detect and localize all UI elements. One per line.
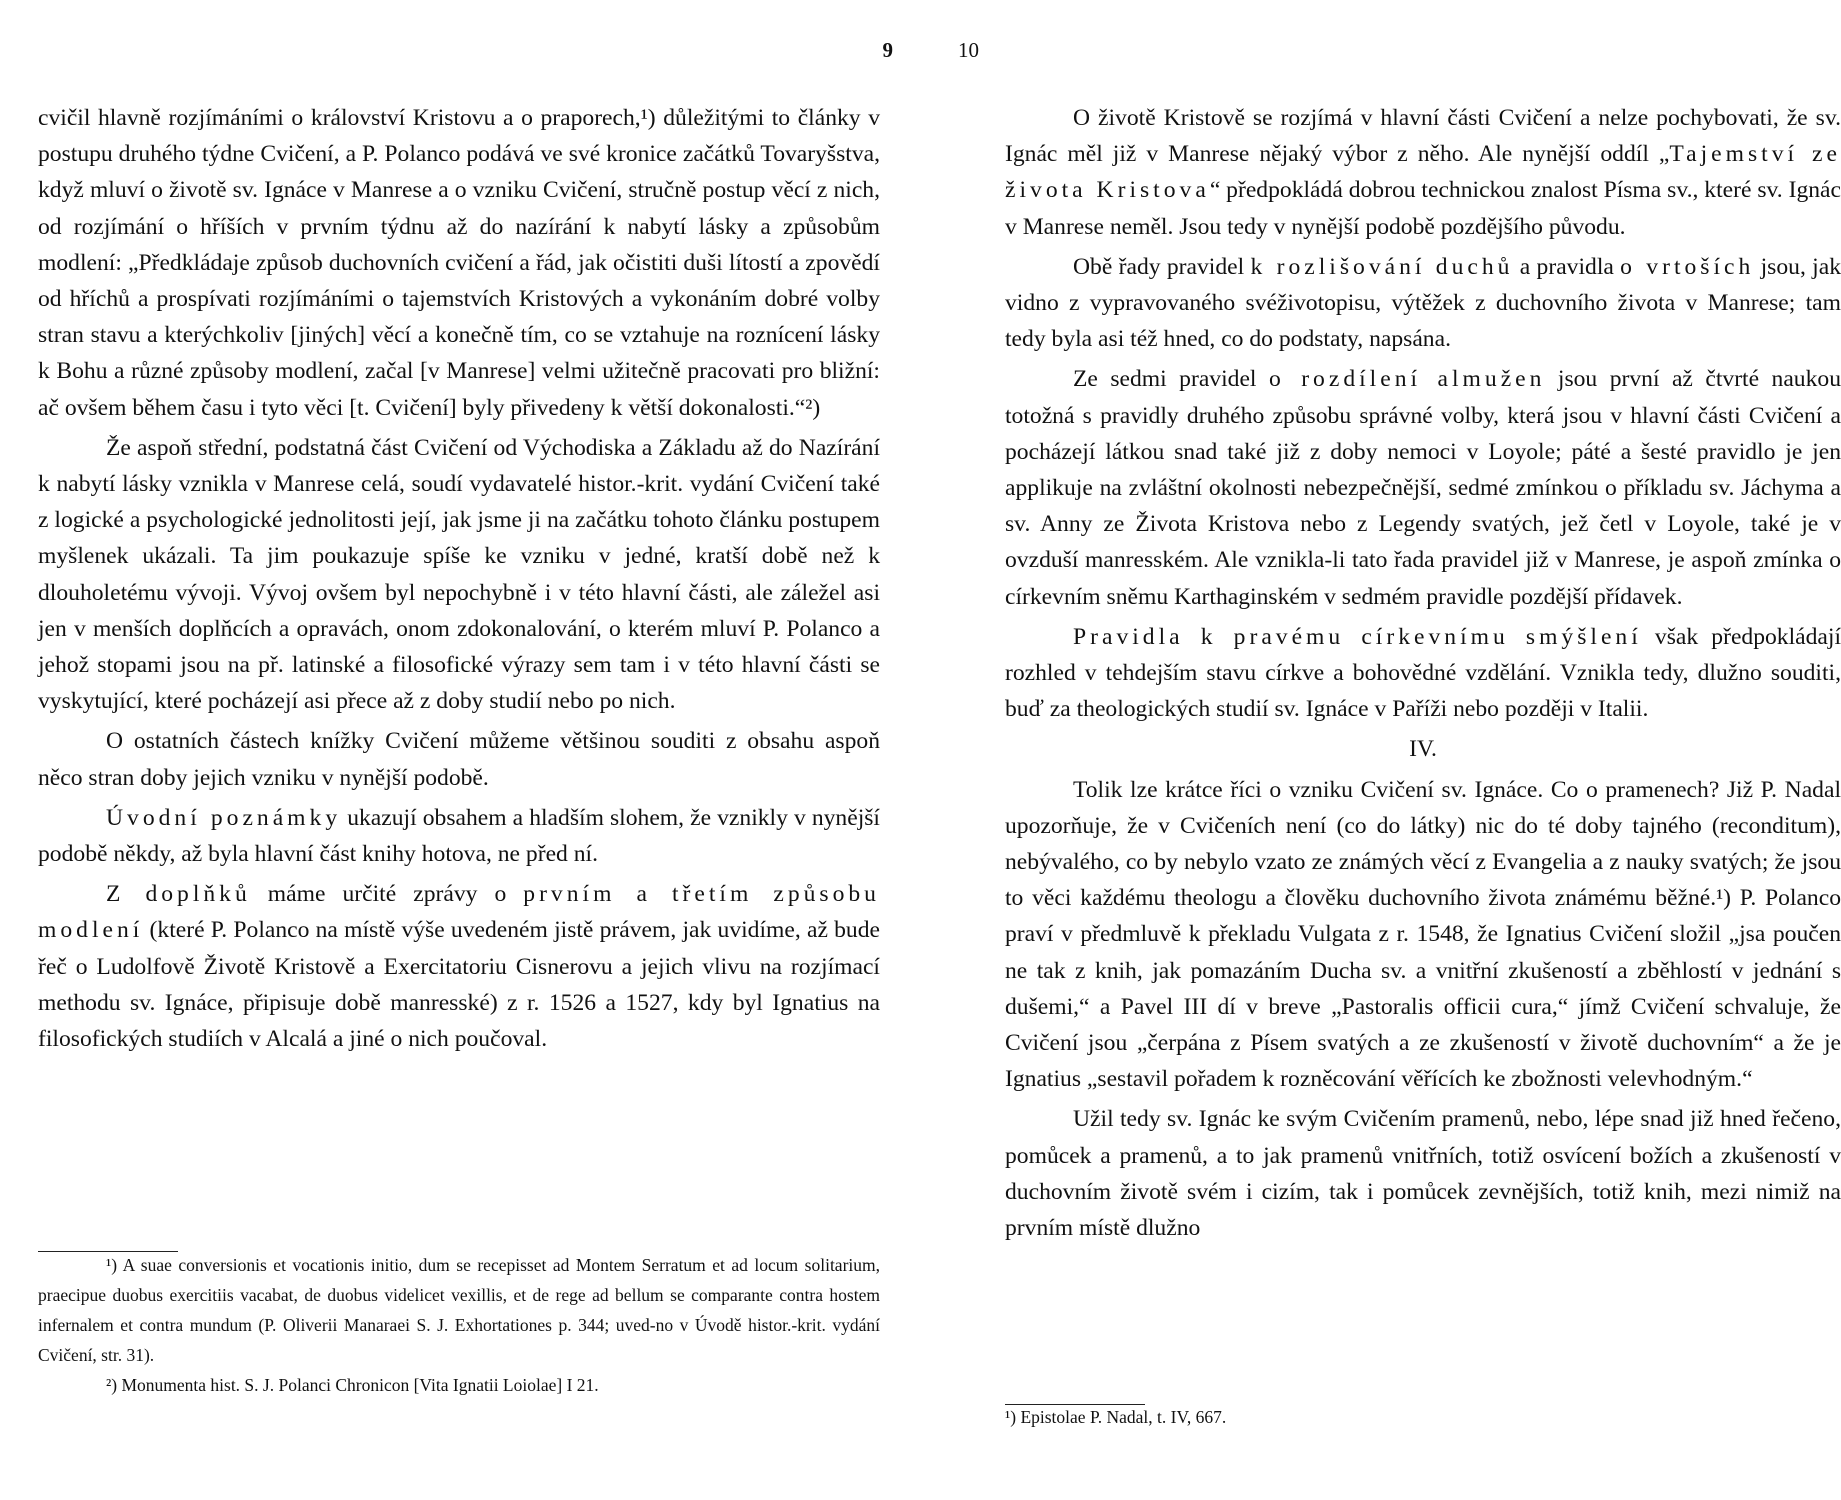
left-page [0, 0, 913, 1500]
paragraph: Že aspoň střední, podstatná část Cvičení od Východiska a Základu až do Nazírání k nabytí lásky vznikla v Manrese celá, soudí vydavatelé histor.-krit. vydání Cvičení také z logické a psychologické jednolitosti její, jak jsme ji na začátku tohoto článku postupem myšlenek ukázali. Ta jim poukazuje spíše ke vzniku v jedné, kratší době než k dlouholetému vývoji. Vývoj ovšem byl nepochybně i v této hlavní části, ale záležel asi jen v menších doplňcích a opravách, onom zdokonalování, o kterém mluví P. Polanco a jehož stopami jsou na př. latinské a filosofické výrazy sem tam i v této hlavní části se vyskytující, které pocházejí asi přece až z doby studií nebo po nich. [38, 434, 880, 715]
footnotes [1005, 1402, 1841, 1432]
spaced-heading: o rozdílení almužen [1268, 366, 1546, 393]
paragraph-text: však předpokládají rozhled v tehdejším stavu církve a bohovědné vzdělání. Vznikla tedy, dlužno souditi, buď za theologických studií sv. Ignáce v Paříži nebo později v Italii. [1005, 623, 1841, 723]
spaced-heading: prvním a třetím způsobu modlení [38, 881, 880, 944]
spaced-heading: o vrtoších [1620, 253, 1755, 280]
spaced-heading: Tajemství ze života Kristova [1005, 141, 1841, 204]
spaced-heading: Úvodní poznámky [106, 804, 342, 831]
right-page [913, 0, 1841, 1500]
page-body [38, 100, 880, 1061]
paragraph-text: máme určité zprávy o [250, 881, 524, 908]
footnote: ¹) A suae conversionis et vocationis initio, dum se recepisset ad Montem Serratum et ad locum solitarium, praecipue duobus exercitiis vacabat, de duobus videlicet vexillis, et de rege ad bellum se comparante contra hostem infernalem et contra mundum (P. Oliverii Manaraei S. J. Exhortationes p. 344; uved-no v Úvodě histor.-krit. vydání Cvičení, str. 31). [38, 1255, 880, 1365]
paragraph-text: O životě Kristově se rozjímá v hlavní části Cvičení a nelze pochybovati, že sv. Ignác měl již v Manrese nějaký výbor z něho. Ale nynější oddíl „ [1005, 105, 1841, 168]
paragraph-text: Obě řady pravidel [1073, 253, 1251, 280]
paragraph-text: jsou, jak vidno z vypravovaného svéživotopisu, výtěžek z duchovního života v Manrese; tam tedy byla asi též hned, co do podstaty, napsána. [1005, 253, 1841, 353]
paragraph: cvičil hlavně rozjímáními o království Kristovu a o praporech,¹) důležitými to články v postupu druhého týdne Cvičení, a P. Polanco podává ve své kronice začátků Tovaryšstva, když mluví o životě sv. Ignáce v Manrese a o vzniku Cvičení, stručně postup věcí z nich, od rozjímání o hříších v prvním týdnu až do nazírání k nabytí lásky a způsobům modlení: „Předkládaje způsob duchovních cvičení a řád, jak očistiti duši lítostí a zpovědí od hříchů a prospívati rozjímáními o tajemstvích Kristových a vykonáním dobré volby stran stavu a kterýchkoliv [jiných] věcí a konečně tím, co se vztahuje na roznícení lásky k Bohu a různé způsoby modlení, začal [v Manrese] velmi užitečně pracovati pro bližní: ač ovšem během času i tyto věci [t. Cvičení] byly přivedeny k větší dokonalosti.“²) [38, 105, 880, 421]
footnote: ¹) Epistolae P. Nadal, t. IV, 667. [1005, 1407, 1227, 1427]
footnote: ²) Monumenta hist. S. J. Polanci Chronicon [Vita Ignatii Loiolae] I 21. [106, 1375, 599, 1395]
spaced-heading: Pravidla k pravému církevnímu smýšlení [1073, 623, 1642, 650]
paragraph: Tolik lze krátce říci o vzniku Cvičení sv. Ignáce. Co o pramenech? Již P. Nadal upozorňuje, že v Cvičeních není (co do látky) nic do té doby tajného (reconditum), nebývalého, co by nebylo vzato ze známých věcí z Evangelia a z nauky svatých; že jsou to věci každému theologu a člověku duchovního života známému běžné.¹) P. Polanco praví v předmluvě k překladu Vulgata z r. 1548, že Ignatius Cvičení složil „jsa poučen ne tak z knih, jak pomazáním Ducha sv. a vnitřní zkušeností a zběhlostí v jednání s dušemi,“ a Pavel III dí v breve „Pastoralis officii cura,“ jímž Cvičení schvaluje, že Cvičení jsou „čerpána z Písem svatých a ze zkušeností v životě duchovním“ a že je Ignatius „sestavil pořadem k rozněcování věřících ke zbožnosti velevhodným.“ [1005, 776, 1841, 1093]
paragraph [1005, 619, 1841, 728]
paragraph-text: ukazují obsahem a hladším slohem, že vznikly v nynější podobě někdy, až byla hlavní část knihy hotova, ne před ní. [38, 804, 880, 868]
paragraph-text: Ze sedmi pravidel [1073, 366, 1269, 393]
paragraph: Užil tedy sv. Ignác ke svým Cvičením pramenů, nebo, lépe snad již hned řečeno, pomůcek a pramenů, a to jak pramenů vnitřních, totiž osvícení božích a zkušeností v duchovním životě svém i cizím, tak i pomůcek zevnějších, totiž knih, mezi nimiž na prvním místě dlužno [1005, 1106, 1841, 1242]
paragraph-text: “ předpokládá dobrou technickou znalost Písma sv., které sv. Ignác v Manrese neměl. Jsou tedy v nynější podobě pozdějšího původu. [1005, 177, 1841, 240]
paragraph: O ostatních částech knížky Cvičení můžeme většinou souditi z obsahu aspoň něco stran doby jejich vzniku v nynější podobě. [38, 728, 880, 791]
paragraph-text: (které P. Polanco na místě výše uvedeném jistě právem, jak uvidíme, až bude řeč o Ludolfově Životě Kristově a Exercitatoriu Cisnerovu a jejich vlivu na rozjímací methodu sv. Ignáce, připisuje době manresské) z r. 1526 a 1527, kdy byl Ignatius na filosofických studiích v Alcalá a jiné o nich poučoval. [38, 917, 880, 1053]
paragraph [1005, 100, 1841, 245]
page-number: 9 [882, 38, 893, 62]
spaced-heading: k rozlišování duchů [1250, 253, 1514, 280]
paragraph [38, 876, 880, 1057]
paragraph-text: jsou první až čtvrté naukou totožná s pravidly druhého způsobu správné volby, která jsou v hlavní části Cvičení a pocházejí látkou snad také již z doby nemoci v Loyole; páté a šesté pravidlo je jen applikuje na zvláštní okolnosti nebezpečnější, sedmé zmínkou o příkladu sv. Jáchyma a sv. Anny ze Života Kristova nebo z Legendy svatých, jež četl v Loyole, také je v ovzduší manresském. Ale vznikla-li tato řada pravidel již v Manrese, je aspoň zmínka o církevním sněmu Karthaginském v sedmém pravidle pozdější přídavek. [1005, 366, 1841, 610]
page-number: 10 [958, 38, 979, 62]
paragraph [38, 800, 880, 872]
paragraph [1005, 249, 1841, 358]
paragraph [1005, 361, 1841, 614]
footnotes [38, 1250, 880, 1400]
spaced-heading: Z doplňků [106, 881, 251, 908]
section-heading: IV. [1409, 736, 1437, 763]
page-body [1005, 100, 1841, 1250]
paragraph-text: a pravidla [1513, 253, 1621, 280]
